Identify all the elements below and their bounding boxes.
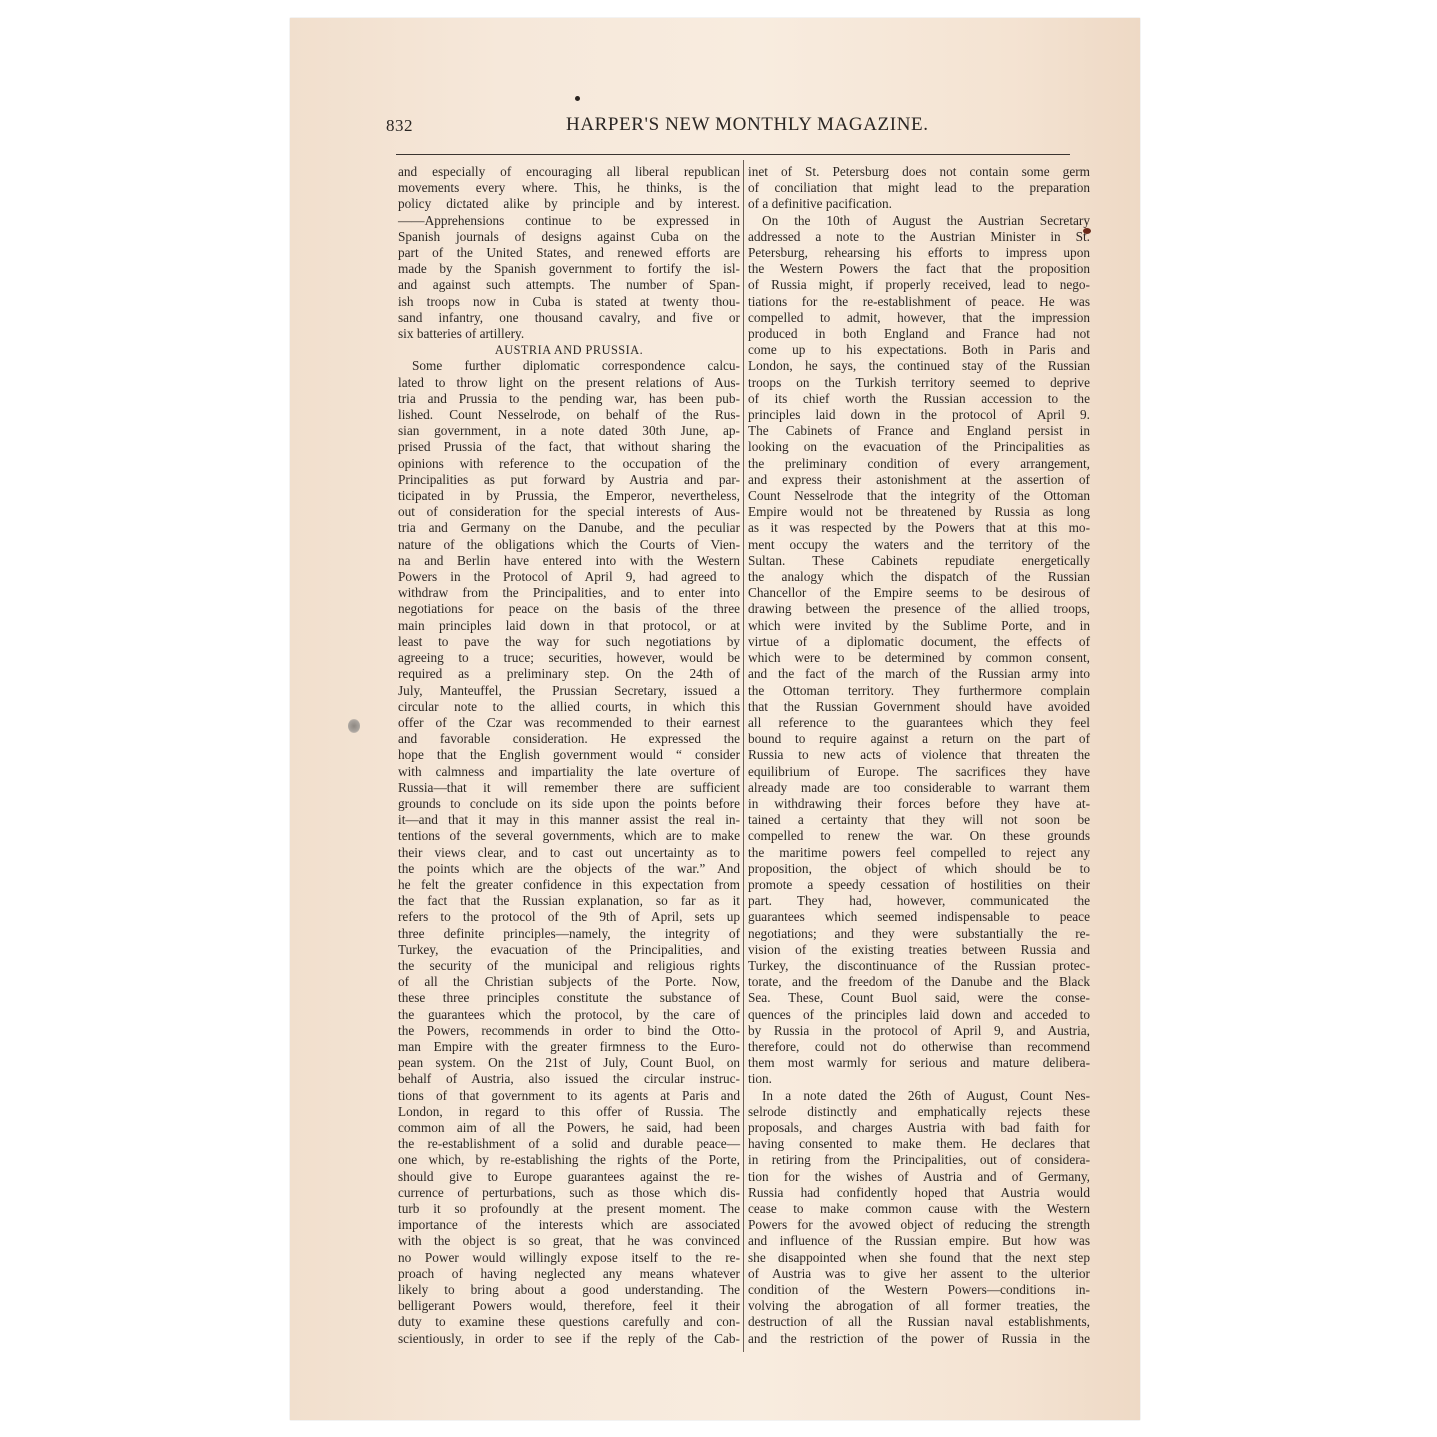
text-line: she disappointed when she found that the next step [748,1249,1090,1265]
text-line: no Power would willingly expose itself to the re- [398,1249,740,1265]
text-line: addressed a note to the Austrian Minister in St. [748,228,1090,244]
text-line: Turkey, the discontinuance of the Russian protec- [748,957,1090,973]
text-line: of Austria was to give her assent to the ulterior [748,1265,1090,1281]
text-line: tria and Prussia to the pending war, has been pub- [398,390,740,406]
text-line: London, in regard to this offer of Russia. The [398,1103,740,1119]
running-title: HARPER'S NEW MONTHLY MAGAZINE. [566,114,929,135]
text-line: policy dictated alike by principle and by interest. [398,196,740,212]
text-line: na and Berlin have entered into with the Western [398,552,740,568]
text-line: the points which are the objects of the war.” And [398,860,740,876]
text-line: with calmness and impartiality the late overture of [398,763,740,779]
text-line: tion. [748,1071,773,1087]
text-line: ticipated in by Prussia, the Emperor, nevertheless, [398,488,740,504]
text-line: AUSTRIA AND PRUSSIA. [494,343,644,358]
text-line: one which, by re-establishing the rights of the Porte, [398,1152,740,1168]
text-line: least to pave the way for such negotiations by [398,633,740,649]
text-line: the maritime powers feel compelled to reject any [748,844,1090,860]
text-line: destruction of all the Russian naval establishments, [748,1314,1090,1330]
text-line: pean system. On the 21st of July, Count Buol, on [398,1055,740,1071]
text-line: inet of St. Petersburg does not contain some germ [748,164,1090,179]
text-line: torate, and the freedom of the Danube and the Black [748,974,1090,990]
text-line: the guarantees which the protocol, by the care of [398,1006,740,1022]
text-line: prised Prussia of the fact, that without sharing the [398,439,740,455]
magazine-page [290,18,1140,1420]
text-line: Sea. These, Count Buol said, were the conse- [748,990,1090,1006]
text-line: and against such attempts. The number of Span- [398,277,740,293]
text-line: part. They had, however, communicated the [748,893,1090,909]
text-line: likely to bring about a good understanding. The [398,1282,740,1298]
text-line: with the object is so great, that he was convinced [398,1233,740,1249]
text-line: required as a preliminary step. On the 24th of [398,666,740,682]
text-line: he felt the greater confidence in this expectation from [398,876,740,892]
text-line: already made are too considerable to warrant them [748,779,1090,795]
text-line: produced in both England and France had not [748,326,1090,342]
text-line: tion for the wishes of Austria and of Germany, [748,1168,1090,1184]
page-header [386,114,1076,144]
text-line: ish troops now in Cuba is stated at twenty thou- [398,293,740,309]
text-line: tiations for the re-establishment of peace. He was [748,293,1090,309]
text-line: compelled to admit, however, that the impression [748,309,1090,325]
text-line: the Ottoman territory. They furthermore complain [748,682,1090,698]
text-line: Chancellor of the Empire seems to be desirous of [748,585,1090,601]
column-divider [743,160,744,1352]
right-column [748,164,1090,1347]
text-line: importance of the interests which are associated [398,1217,740,1233]
text-line: of conciliation that might lead to the preparation [748,180,1090,196]
text-line: the re-establishment of a solid and durable peace— [398,1136,740,1152]
text-line: the analogy which the dispatch of the Russian [748,569,1090,585]
text-line: lated to throw light on the present relations of Aus- [398,374,740,390]
text-line: hope that the English government would “ consider [398,747,740,763]
text-line: promote a speedy cessation of hostilities on their [748,876,1090,892]
text-line: these three principles constitute the substance of [398,990,740,1006]
text-line: the fact that the Russian explanation, so far as it [398,893,740,909]
text-line: proposition, the object of which should be to [748,860,1090,876]
text-line: negotiations; and they were substantially the re- [748,925,1090,941]
text-line: volving the abrogation of all former treaties, the [748,1298,1090,1314]
text-line: Russia to new acts of violence that threaten the [748,747,1090,763]
text-line: Sultan. These Cabinets repudiate energetically [748,552,1090,568]
text-line: the preliminary condition of every arrangement, [748,455,1090,471]
text-line: Some further diplomatic correspondence calcu- [412,358,740,374]
text-line: Petersburg, rehearsing his efforts to impress upon [748,245,1090,261]
text-line: and influence of the Russian empire. But how was [748,1233,1090,1249]
text-line: out of consideration for the special interests of Aus- [398,504,740,520]
text-line: Principalities as put forward by Austria and par- [398,471,740,487]
text-line: of all the Christian subjects of the Porte. Now, [398,974,740,990]
text-line: Count Nesselrode that the integrity of the Ottoman [748,488,1090,504]
text-line: offer of the Czar was recommended to their earnest [398,714,740,730]
text-line: On the 10th of August the Austrian Secretary [762,212,1090,228]
text-line: looking on the evacuation of the Principalities as [748,439,1090,455]
header-rule [396,154,1070,155]
text-line: and the restriction of the power of Russia in the [748,1330,1090,1346]
text-line: Powers in the Protocol of April 9, had agreed to [398,569,740,585]
text-line: proposals, and charges Austria with bad faith for [748,1119,1090,1135]
text-line: condition of the Western Powers—conditions in- [748,1282,1090,1298]
text-line: main principles laid down in that protocol, or at [398,617,740,633]
text-line: currence of perturbations, such as those which dis- [398,1184,740,1200]
text-line: the security of the municipal and religious rights [398,957,740,973]
text-line: agreeing to a truce; securities, however, would be [398,650,740,666]
text-line: which were to be determined by common consent, [748,650,1090,666]
text-line: of Russia might, if properly received, lead to nego- [748,277,1090,293]
text-line: and the fact of the march of the Russian army into [748,666,1090,682]
text-line: six batteries of artillery. [398,326,525,342]
text-line: tions of that government to its agents at Paris and [398,1087,740,1103]
text-line: scientiously, in order to see if the reply of the Cab- [398,1330,740,1346]
text-line: Turkey, the evacuation of the Principalities, and [398,941,740,957]
text-line: ——Apprehensions continue to be expressed in [398,212,740,228]
text-line: In a note dated the 26th of August, Count Nes- [762,1087,1090,1103]
text-line: lished. Count Nesselrode, on behalf of the Rus- [398,407,740,423]
text-line: tained a certainty that they will not soon be [748,812,1090,828]
text-line: three definite principles—namely, the integrity of [398,925,740,941]
text-line: as it was respected by the Powers that at this mo- [748,520,1090,536]
text-line: the Powers, recommends in order to bind the Otto- [398,1022,740,1038]
text-line: cease to make common cause with the Western [748,1201,1090,1216]
text-line: man Empire with the greater firmness to the Euro- [398,1038,740,1054]
text-line: July, Manteuffel, the Prussian Secretary, issued a [398,682,740,698]
pin-dot [575,96,580,101]
text-line: nature of the obligations which the Courts of Vien- [398,536,740,552]
text-line: Spanish journals of designs against Cuba on the [398,228,740,244]
text-line: movements every where. This, he thinks, is the [398,180,740,196]
text-line: compelled to renew the war. On these grounds [748,828,1090,844]
text-line: them most warmly for serious and mature delibera- [748,1055,1090,1071]
text-line: which were invited by the Sublime Porte, and in [748,617,1090,633]
text-line: equilibrium of Europe. The sacrifices they have [748,763,1090,779]
text-line: belligerant Powers would, therefore, feel it their [398,1298,740,1314]
text-line: tria and Germany on the Danube, and the peculiar [398,520,740,536]
text-line: circular note to the allied courts, in which this [398,698,740,714]
text-line: turb it so profoundly at the present moment. The [398,1201,740,1216]
text-line: all reference to the guarantees which they feel [748,714,1090,730]
text-line: of its chief worth the Russian accession to the [748,390,1090,406]
text-line: sand infantry, one thousand cavalry, and five or [398,309,740,325]
text-line: in retiring from the Principalities, out of considera- [748,1152,1090,1168]
text-line: negotiations for peace on the basis of the three [398,601,740,617]
text-line: should give to Europe guarantees against the re- [398,1168,740,1184]
text-line: virtue of a diplomatic document, the effects of [748,633,1090,649]
text-line: and especially of encouraging all liberal republican [398,164,740,179]
text-line: that the Russian Government should have avoided [748,698,1090,714]
text-line: Powers for the avowed object of reducing the strength [748,1217,1090,1233]
text-line: drawing between the presence of the allied troops, [748,601,1090,617]
text-line: Russia had confidently hoped that Austria would [748,1184,1090,1200]
text-line: of a definitive pacification. [748,196,892,212]
text-line: behalf of Austria, also issued the circular instruc- [398,1071,740,1087]
text-line: refers to the protocol of the 9th of April, sets up [398,909,740,925]
text-line: proach of having neglected any means whatever [398,1265,740,1281]
left-column [398,164,740,1347]
text-line: quences of the principles laid down and acceded to [748,1006,1090,1022]
text-line: Russia—that it will remember there are sufficient [398,779,740,795]
binding-hole [348,719,360,733]
text-line: having consented to make them. He declares that [748,1136,1090,1152]
text-line: withdraw from the Principalities, and to enter into [398,585,740,601]
page-number: 832 [386,116,413,135]
text-line: it—and that it may in this manner assist the real in- [398,812,740,828]
text-line: guarantees which seemed indispensable to peace [748,909,1090,925]
text-line: by Russia in the protocol of April 9, and Austria, [748,1022,1090,1038]
text-line: bound to require against a return on the part of [748,731,1090,747]
text-line: sian government, in a note dated 30th June, ap- [398,423,740,439]
text-line: principles laid down in the protocol of April 9. [748,407,1090,423]
text-line: Empire would not be threatened by Russia as long [748,504,1090,520]
text-line: London, he says, the continued stay of the Russian [748,358,1090,374]
text-line: part of the United States, and renewed efforts are [398,245,740,261]
text-line: duty to examine these questions carefully and con- [398,1314,740,1330]
text-line: vision of the existing treaties between Russia and [748,941,1090,957]
text-line: opinions with reference to the occupation of the [398,455,740,471]
text-line: in withdrawing their forces before they have at- [748,795,1090,811]
text-line: made by the Spanish government to fortify the isl- [398,261,740,277]
text-line: and favorable consideration. He expressed the [398,731,740,747]
text-line: troops on the Turkish territory seemed to deprive [748,374,1090,390]
text-line: therefore, could not do otherwise than recommend [748,1038,1090,1054]
text-line: the Western Powers the fact that the proposition [748,261,1090,277]
text-line: The Cabinets of France and England persist in [748,423,1090,439]
text-line: tentions of the several governments, which are to make [398,828,740,844]
text-line: and express their astonishment at the assertion of [748,471,1090,487]
text-line: common aim of all the Powers, he said, had been [398,1119,740,1135]
text-line: ment occupy the waters and the territory of the [748,536,1090,552]
text-line: grounds to conclude on its side upon the points before [398,795,740,811]
text-line: their views clear, and to cast out uncertainty as to [398,844,740,860]
text-line: come up to his expectations. Both in Paris and [748,342,1090,358]
text-line: selrode distinctly and emphatically rejects these [748,1103,1090,1119]
